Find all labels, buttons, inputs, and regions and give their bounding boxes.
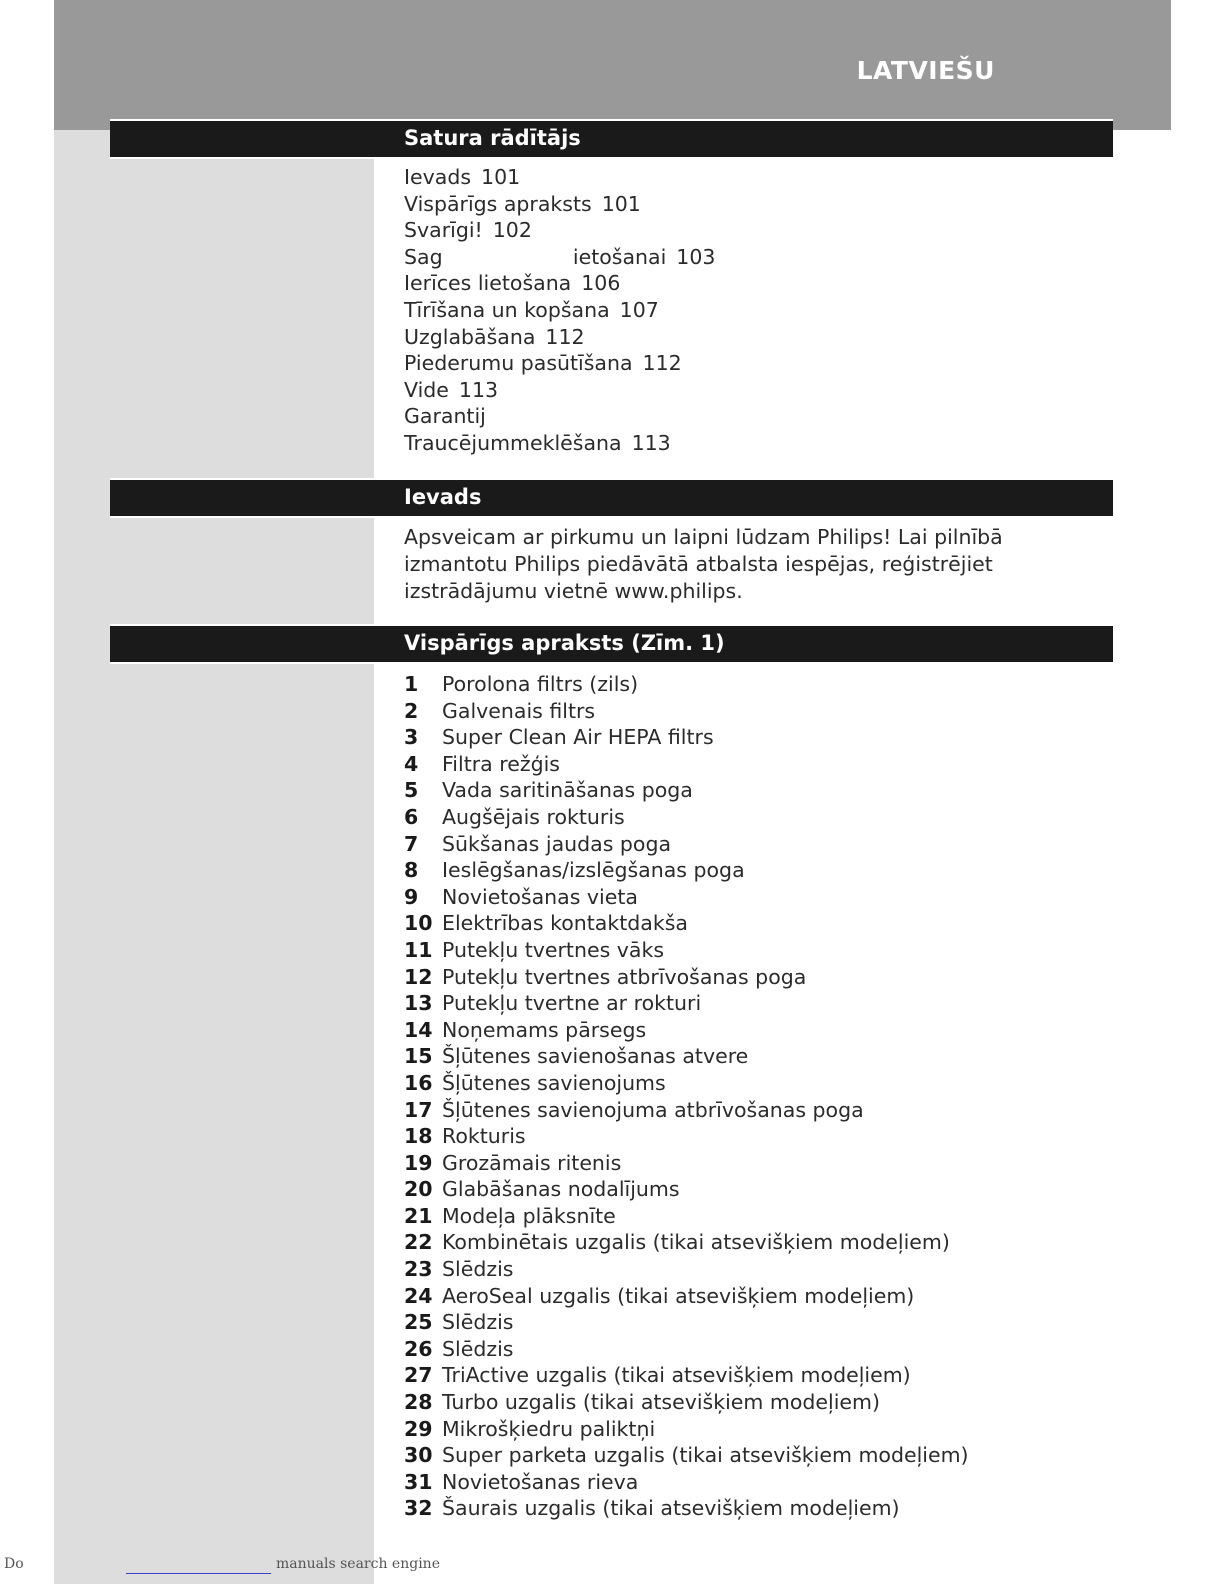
toc-entry[interactable]: Piederumu pasūtīšana 112	[404, 351, 682, 376]
list-item: 20 Glabāšanas nodalījums	[404, 1177, 680, 1202]
intro-paragraph: Apsveicam ar pirkumu un laipni lūdzam Philips! Lai pilnībā izmantotu Philips piedāvātā atbalsta iespējas, reģistrējiet izstrādājumu vietnē www.philips.	[404, 525, 1003, 603]
toc-entry[interactable]: Vide 113	[404, 377, 499, 402]
list-item: 3 Super Clean Air HEPA filtrs	[404, 725, 714, 750]
toc-list	[404, 164, 715, 457]
footer-left-text: Do	[4, 1556, 24, 1572]
list-item: 23 Slēdzis	[404, 1257, 514, 1282]
list-item: 25 Slēdzis	[404, 1310, 514, 1335]
list-item: 4 Filtra režģis	[404, 751, 560, 776]
list-item: 31 Novietošanas rieva	[404, 1469, 639, 1494]
list-item: 5 Vada saritināšanas poga	[404, 778, 693, 803]
footer-right-text: manuals search engine	[276, 1556, 440, 1572]
list-item: 8 Ieslēgšanas/izslēgšanas poga	[404, 858, 745, 883]
list-item: 18 Rokturis	[404, 1124, 526, 1149]
toc-entry[interactable]: Ierīces lietošana 106	[404, 271, 621, 296]
list-item: 19 Grozāmais ritenis	[404, 1150, 622, 1175]
general-title: Vispārīgs apraksts (Zīm. 1)	[404, 631, 725, 655]
list-item: 16 Šļūtenes savienojums	[404, 1070, 666, 1095]
list-item: 30 Super parketa uzgalis (tikai atsevišķiem modeļiem)	[404, 1443, 969, 1468]
list-item: 27 TriActive uzgalis (tikai atsevišķiem modeļiem)	[404, 1363, 911, 1388]
intro-heading-bar	[110, 478, 1113, 518]
toc-entry[interactable]: Traucējummeklēšana 113	[404, 430, 671, 455]
list-item: 7 Sūkšanas jaudas poga	[404, 831, 672, 856]
toc-entry[interactable]: Uzglabāšana 112	[404, 324, 585, 349]
list-item: 24 AeroSeal uzgalis (tikai atsevišķiem modeļiem)	[404, 1283, 915, 1308]
toc-heading-bar	[110, 119, 1113, 159]
list-item: 26 Slēdzis	[404, 1336, 514, 1361]
intro-title: Ievads	[404, 485, 482, 509]
list-item: 28 Turbo uzgalis (tikai atsevišķiem modeļiem)	[404, 1390, 881, 1415]
list-item: 6 Augšējais rokturis	[404, 804, 625, 829]
list-item: 13 Putekļu tvertne ar rokturi	[404, 991, 702, 1016]
list-item: 14 Noņemams pārsegs	[404, 1017, 647, 1042]
list-item: 29 Mikrošķiedru paliktņi	[404, 1416, 656, 1441]
general-heading-bar	[110, 624, 1113, 664]
language-label: LATVIEŠU	[856, 56, 995, 85]
list-item: 11 Putekļu tvertnes vāks	[404, 937, 665, 962]
list-item: 9 Novietošanas vieta	[404, 884, 638, 909]
list-item: 32 Šaurais uzgalis (tikai atsevišķiem modeļiem)	[404, 1496, 900, 1521]
header-band	[54, 0, 1171, 130]
list-item: 2 Galvenais filtrs	[404, 698, 596, 723]
toc-title: Satura rādītājs	[404, 126, 581, 150]
side-column	[54, 130, 374, 1584]
list-item: 21 Modeļa plāksnīte	[404, 1203, 616, 1228]
toc-entry[interactable]: Svarīgi! 102	[404, 218, 532, 243]
parts-list	[404, 671, 969, 1522]
toc-entry[interactable]: Sag ietošanai 103	[404, 244, 716, 269]
list-item: 1 Porolona filtrs (zils)	[404, 672, 639, 696]
toc-entry[interactable]: Ievads 101	[404, 165, 521, 189]
list-item: 12 Putekļu tvertnes atbrīvošanas poga	[404, 964, 807, 989]
list-item: 15 Šļūtenes savienošanas atvere	[404, 1044, 749, 1069]
toc-entry[interactable]: Vispārīgs apraksts 101	[404, 191, 641, 216]
list-item: 17 Šļūtenes savienojuma atbrīvošanas poga	[404, 1097, 864, 1122]
toc-entry[interactable]: Garantij	[404, 404, 486, 429]
toc-entry[interactable]: Tīrīšana un kopšana 107	[404, 297, 659, 322]
footer	[0, 1556, 460, 1580]
list-item: 10 Elektrības kontaktdakša	[404, 911, 688, 936]
footer-link[interactable]	[126, 1573, 271, 1574]
list-item: 22 Kombinētais uzgalis (tikai atsevišķiem modeļiem)	[404, 1230, 950, 1255]
